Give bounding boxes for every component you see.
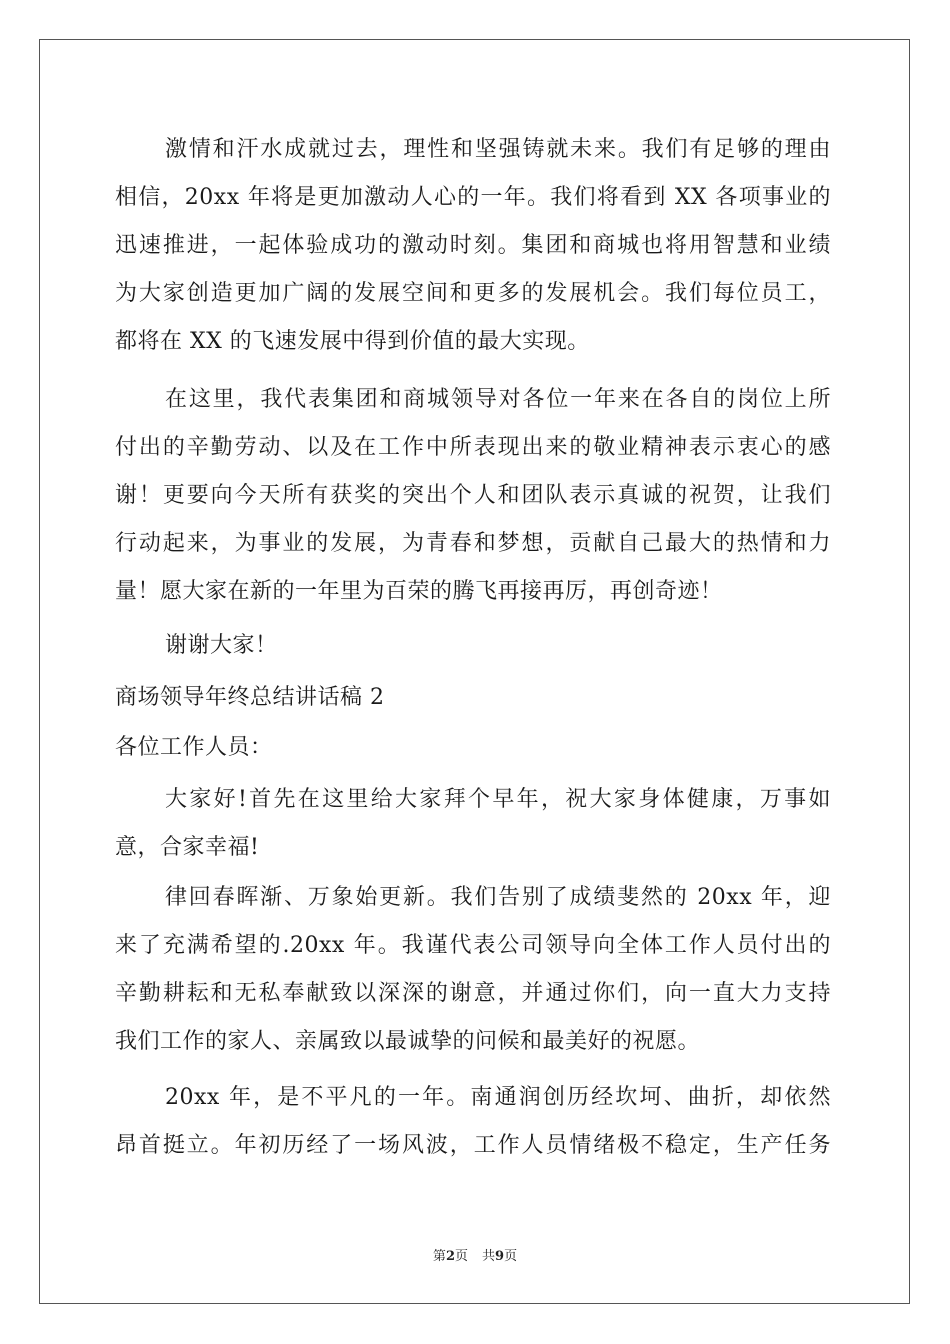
paragraph-line: 辛勤耕耘和无私奉献致以深深的谢意，并通过你们，向一直大力支持 xyxy=(115,981,831,1006)
paragraph-line: 昂首挺立。年初历经了一场风波，工作人员情绪极不稳定，生产任务 xyxy=(115,1133,831,1158)
paragraph-line: 为大家创造更加广阔的发展空间和更多的发展机会。我们每位员工， xyxy=(115,281,831,306)
paragraph-line: 行动起来，为事业的发展，为青春和梦想，贡献自己最大的热情和力 xyxy=(115,531,831,556)
paragraph-line: 律回春晖渐、万象始更新。我们告别了成绩斐然的 20xx 年，迎 xyxy=(165,885,831,910)
paragraph-line: 谢！更要向今天所有获奖的突出个人和团队表示真诚的祝贺，让我们 xyxy=(115,483,831,508)
paragraph-line: 激情和汗水成就过去，理性和坚强铸就未来。我们有足够的理由 xyxy=(165,137,831,162)
page-label-suffix: 页 xyxy=(454,1249,468,1264)
page-footer xyxy=(0,1248,950,1266)
current-page-number: 2 xyxy=(445,1249,455,1264)
paragraph-line: 量！愿大家在新的一年里为百荣的腾飞再接再厉，再创奇迹！ xyxy=(115,579,723,604)
paragraph-line: 20xx 年，是不平凡的一年。南通润创历经坎坷、曲折，却依然 xyxy=(165,1085,831,1110)
total-label-prefix: 共 xyxy=(482,1249,496,1264)
paragraph-line: 我们工作的家人、亲属致以最诚挚的问候和最美好的祝愿。 xyxy=(115,1029,701,1054)
total-page-number: 9 xyxy=(495,1249,505,1264)
closing-line: 谢谢大家！ xyxy=(165,633,278,658)
salutation: 各位工作人员： xyxy=(115,735,273,760)
paragraph-line: 意，合家幸福! xyxy=(115,835,260,860)
paragraph-line: 相信，20xx 年将是更加激动人心的一年。我们将看到 XX 各项事业的 xyxy=(115,185,831,210)
paragraph-line: 来了充满希望的.20xx 年。我谨代表公司领导向全体工作人员付出的 xyxy=(115,933,831,958)
paragraph-line: 都将在 XX 的飞速发展中得到价值的最大实现。 xyxy=(115,329,590,354)
paragraph-line: 迅速推进，一起体验成功的激动时刻。集团和商城也将用智慧和业绩 xyxy=(115,233,831,258)
page-label-prefix: 第 xyxy=(432,1249,446,1264)
paragraph-line: 大家好!首先在这里给大家拜个早年，祝大家身体健康，万事如 xyxy=(165,787,831,812)
total-label-suffix: 页 xyxy=(504,1249,518,1264)
paragraph-line: 在这里，我代表集团和商城领导对各位一年来在各自的岗位上所 xyxy=(165,387,831,412)
paragraph-line: 付出的辛勤劳动、以及在工作中所表现出来的敬业精神表示衷心的感 xyxy=(115,435,831,460)
section-title: 商场领导年终总结讲话稿 2 xyxy=(115,685,385,710)
